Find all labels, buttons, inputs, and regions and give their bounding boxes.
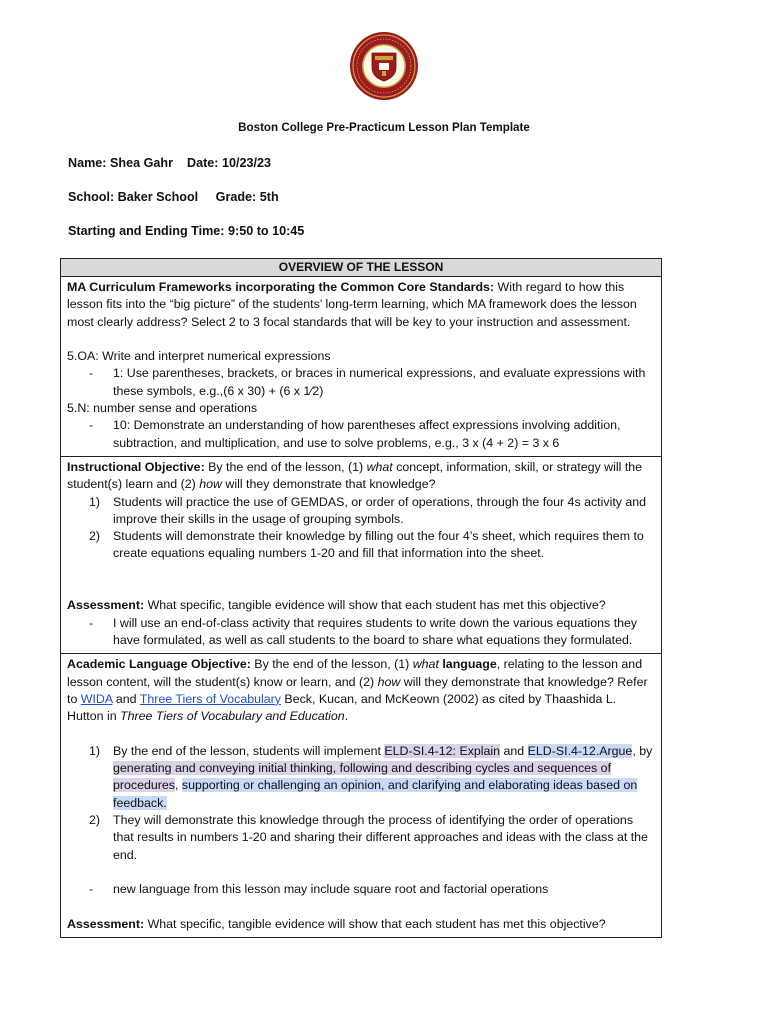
oa-title: 5.OA: Write and interpret numerical expressions xyxy=(67,349,331,364)
boston-college-seal xyxy=(349,31,419,101)
instructional-objective-section xyxy=(61,457,661,654)
academic-assessment: Assessment: What specific, tangible evidence will show that each student has met this objective? xyxy=(67,916,606,931)
n-title: 5.N: number sense and operations xyxy=(67,401,258,416)
assessment-intro: Assessment: What specific, tangible evidence will show that each student has met this objective? xyxy=(67,598,606,613)
new-language-note: - new language from this lesson may include square root and factorial operations xyxy=(67,881,655,898)
standards-section xyxy=(61,277,661,457)
list-item: 2) Students will demonstrate their knowledge by filling out the four 4’s sheet, which requires them to create equations equaling numbers 1-20 and fill that information into the sheet. xyxy=(89,529,644,561)
list-item: 1) Students will practice the use of GEMDAS, or order of operations, through the four 4s activity and improve their skills in the usage of grouping symbols. xyxy=(89,494,647,526)
standards-intro: MA Curriculum Frameworks incorporating the Common Core Standards: With regard to how this lesson fits into the “big picture” of the students’ long-term learning, which MA framework does the lesson most clearly address? Select 2 to 3 focal standards that will be key to your instruction and assessment. xyxy=(67,280,637,329)
academic-intro: Academic Language Objective: By the end of the lesson, (1) what language, relating to the lesson and lesson content, will the student(s) know or learn, and (2) how will they demonstrate that knowledge? Refer to WIDA and Three Tiers of Vocabulary Beck, Kucan, and McKeown (2002) as cited by Thaashida L. Hutton in Three Tiers of Vocabulary and Education. xyxy=(67,657,648,724)
list-item: 2) They will demonstrate this knowledge through the process of identifying the order of operations that results in numbers 1-20 and sharing their different approaches and ideas with the class at the end. xyxy=(89,812,648,862)
wida-link[interactable]: WIDA xyxy=(80,691,113,706)
school-grade-line: School: Baker School Grade: 5th xyxy=(68,190,279,204)
lesson-overview-table xyxy=(60,258,662,938)
instructional-intro: Instructional Objective: By the end of the lesson, (1) what concept, information, skill, or strategy will the student(s) learn and (2) how will they demonstrate that knowledge? xyxy=(67,459,643,492)
assessment-item: - I will use an end-of-class activity that requires students to write down the various equations they have formulated, as well as call students to the board to share what equations they formulated. xyxy=(67,615,655,650)
name-date-line: Name: Shea Gahr Date: 10/23/23 xyxy=(68,156,271,170)
document-title: Boston College Pre-Practicum Lesson Plan Template xyxy=(238,121,530,134)
table-heading: OVERVIEW OF THE LESSON xyxy=(61,259,661,277)
time-line: Starting and Ending Time: 9:50 to 10:45 xyxy=(68,224,305,238)
academic-language-section xyxy=(61,654,661,937)
n-item: - 10: Demonstrate an understanding of how parentheses affect expressions involving addition, subtraction, and multiplication, and use to solve problems, e.g., 3 x (4 + 2) = 3 x 6 xyxy=(67,417,655,452)
list-item: 1) By the end of the lesson, students will implement ELD-SI.4-12: Explain and ELD-SI.4-12.Argue, by generating and conveying initial thinking, following and describing cycles and sequences of procedures, supporting or challenging an opinion, and clarifying and elaborating ideas based on feedback. xyxy=(89,743,653,810)
oa-item: - 1: Use parentheses, brackets, or braces in numerical expressions, and evaluate expressions with these symbols, e.g.,(6 x 30) + (6 x 1⁄2) xyxy=(67,365,655,400)
three-tiers-link[interactable]: Three Tiers of Vocabulary xyxy=(139,691,281,706)
